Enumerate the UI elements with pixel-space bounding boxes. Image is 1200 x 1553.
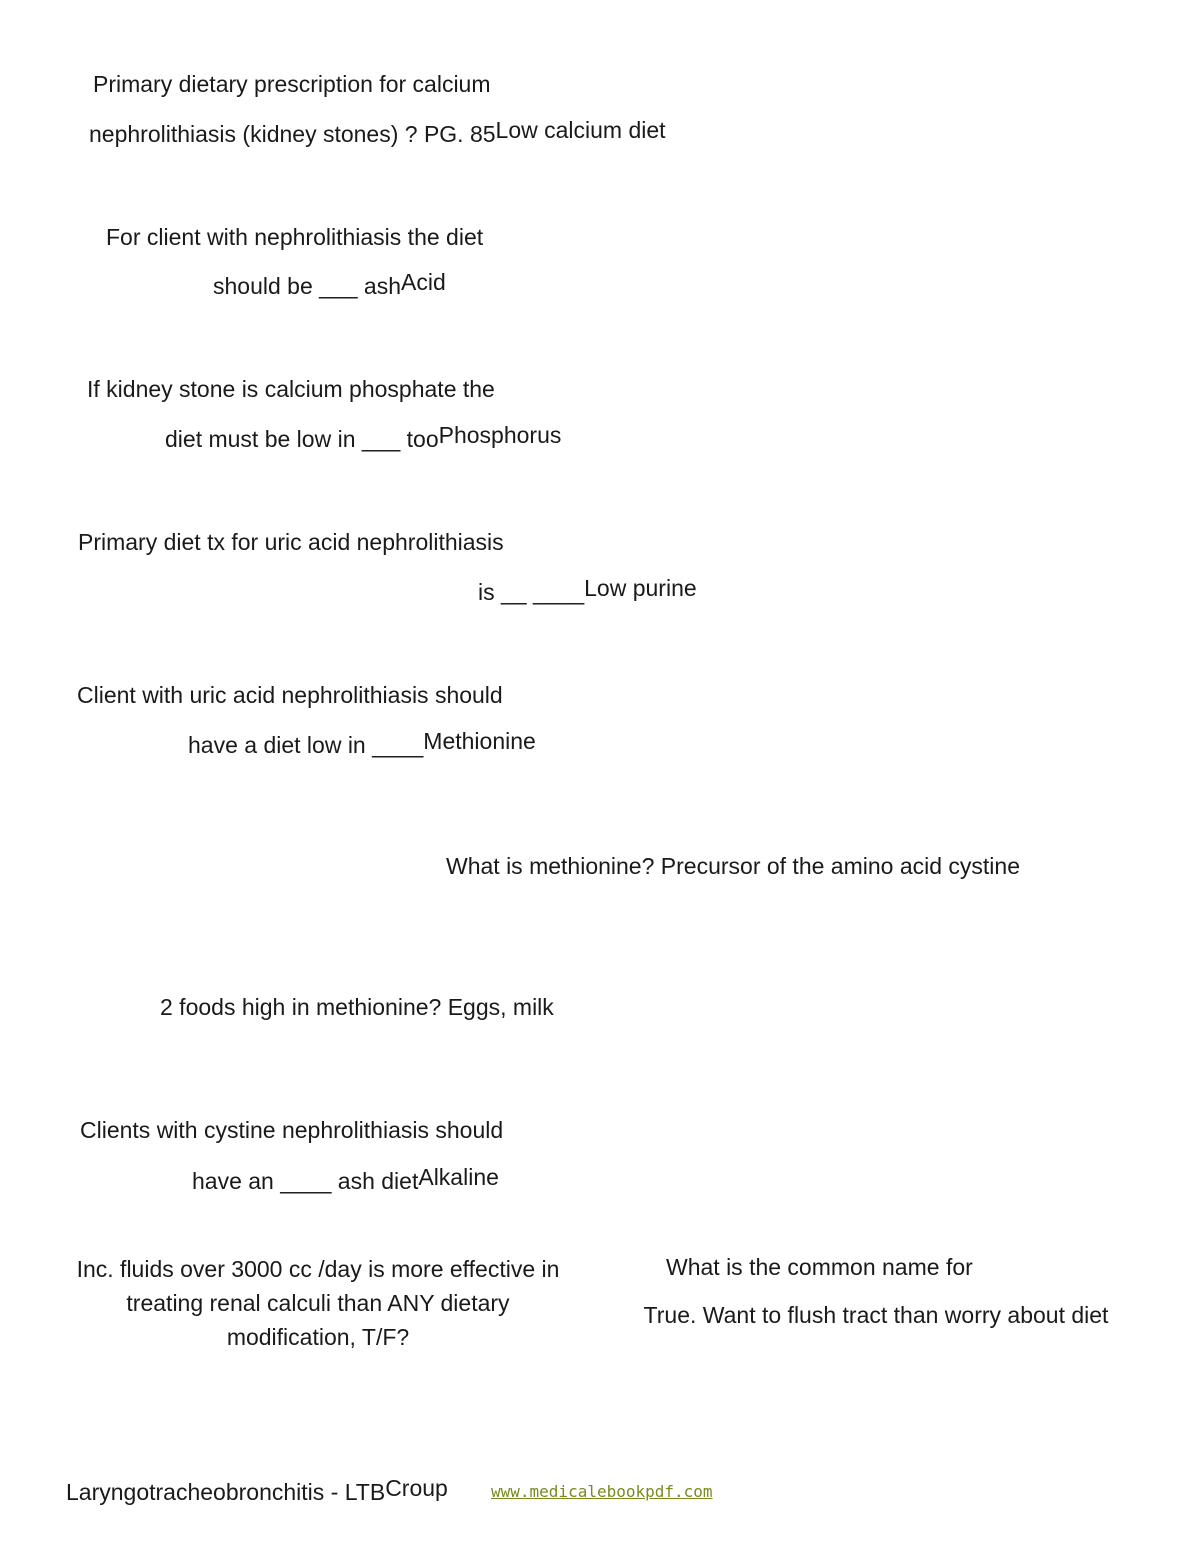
question-text: What is the common name for xyxy=(666,1254,973,1280)
question-text xyxy=(165,422,562,454)
question-text: have an ____ ash diet xyxy=(192,1168,419,1194)
question-text: Client with uric acid nephrolithiasis should xyxy=(77,682,503,708)
answer-text: Acid xyxy=(401,269,446,295)
question-text: Primary dietary prescription for calcium xyxy=(93,71,491,97)
question-text: 2 foods high in methionine? xyxy=(160,994,442,1020)
question-text: Inc. fluids over 3000 cc /day is more effective in treating renal calculi than ANY dietary modification, T/F? xyxy=(76,1256,560,1350)
answer-text: Low calcium diet xyxy=(495,117,666,143)
question-text: should be ___ ash xyxy=(213,273,401,299)
question-text: diet must be low in ___ too xyxy=(165,426,439,452)
answer-text: Croup xyxy=(385,1475,448,1501)
question-answer-line xyxy=(160,993,554,1022)
question-text: What is methionine? xyxy=(446,853,655,879)
question-text: For client with nephrolithiasis the diet xyxy=(106,224,484,250)
answer-text: Alkaline xyxy=(418,1164,499,1190)
footer-website-link[interactable]: www.medicalebookpdf.com xyxy=(491,1482,713,1501)
question-text xyxy=(66,1475,448,1507)
question-text xyxy=(478,575,697,607)
question-text: Primary diet tx for uric acid nephrolithiasis xyxy=(78,529,504,555)
question-answer-line xyxy=(446,852,1020,881)
question-text: nephrolithiasis (kidney stones) ? PG. 85 xyxy=(89,121,496,147)
question-text: If kidney stone is calcium phosphate the xyxy=(87,376,495,402)
answer-text: Methionine xyxy=(423,728,536,754)
question-text xyxy=(213,269,446,301)
question-text: is __ ____ xyxy=(478,579,585,605)
answer-text: Phosphorus xyxy=(438,422,562,448)
question-text: Clients with cystine nephrolithiasis should xyxy=(80,1117,504,1143)
answer-text: Eggs, milk xyxy=(447,994,554,1020)
question-text xyxy=(89,117,666,149)
question-text: Laryngotracheobronchitis - LTB xyxy=(66,1479,386,1505)
answer-text: Low purine xyxy=(584,575,697,601)
question-text xyxy=(192,1164,499,1196)
question-text: have a diet low in ____ xyxy=(188,732,424,758)
answer-text: True. Want to flush tract than worry about diet xyxy=(643,1302,1109,1328)
question-text xyxy=(188,728,536,760)
answer-text: Precursor of the amino acid cystine xyxy=(660,853,1020,879)
